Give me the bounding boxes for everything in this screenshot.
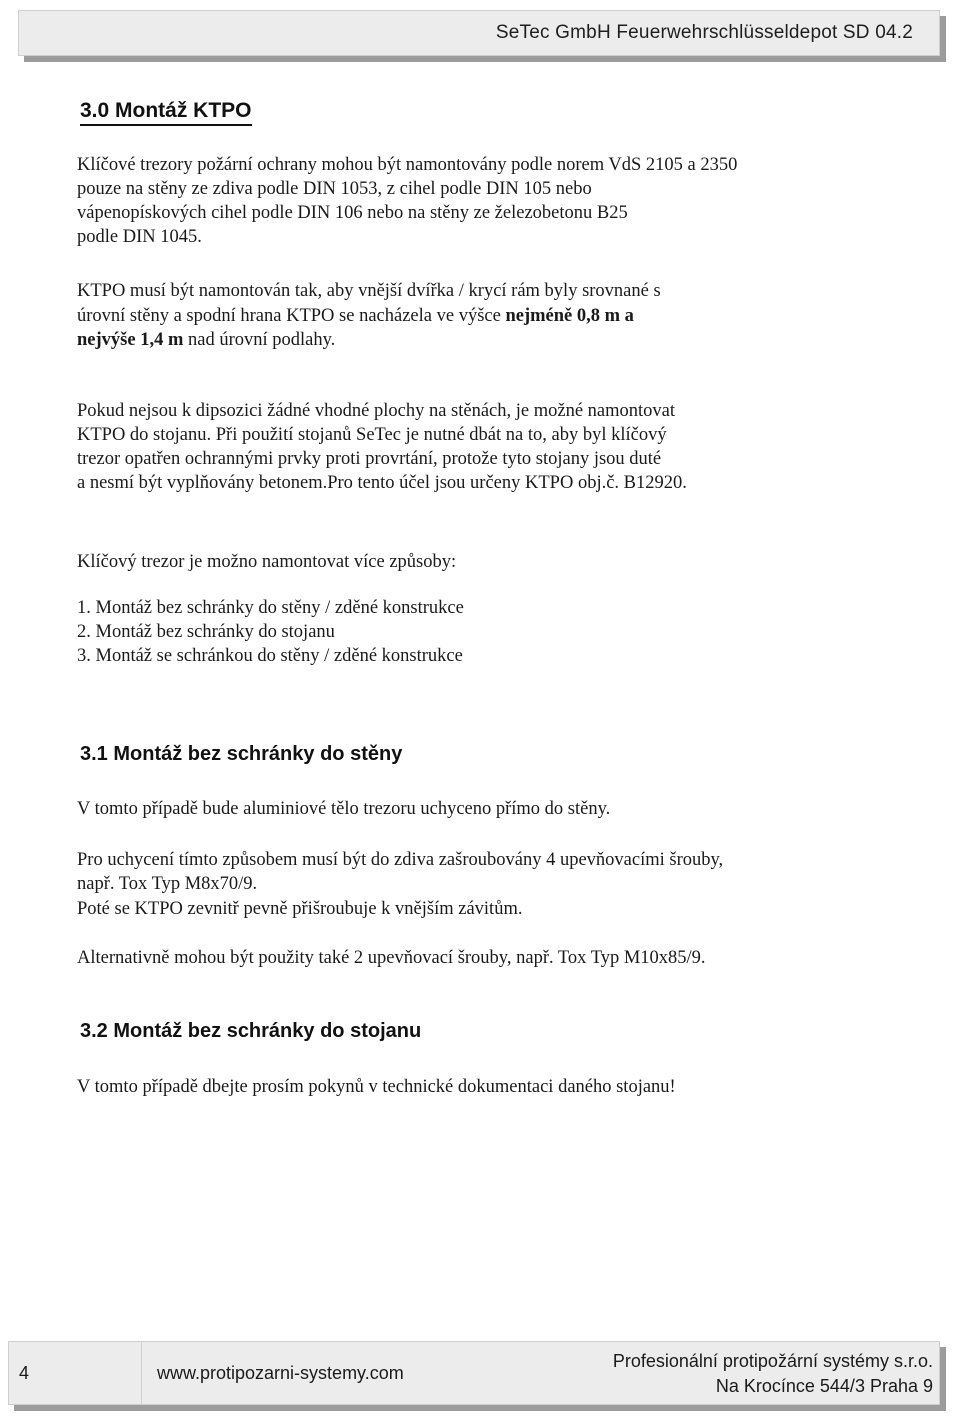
header-banner <box>18 10 940 56</box>
footer-banner <box>8 1341 940 1405</box>
list-item: 1. Montáž bez schránky do stěny / zděné konstrukce <box>77 598 464 618</box>
page-number: 4 <box>19 1363 30 1383</box>
heading-underline <box>80 124 252 126</box>
list-item: 3. Montáž se schránkou do stěny / zděné konstrukce <box>77 646 463 666</box>
paragraph-line: Alternativně mohou být použity také 2 upevňovací šrouby, např. Tox Typ M10x85/9. <box>77 948 706 968</box>
document-title: SeTec GmbH Feuerwehrschlüsseldepot SD 04.2 <box>495 22 913 43</box>
paragraph-line: a nesmí být vyplňovány betonem.Pro tento účel jsou určeny KTPO obj.č. B12920. <box>77 473 687 493</box>
paragraph-line <box>77 304 634 328</box>
paragraph-line: Poté se KTPO zevnitř pevně přišroubuje k vnějším závitům. <box>77 899 523 919</box>
section-heading-3-1: 3.1 Montáž bez schránky do stěny <box>80 743 403 765</box>
paragraph-line: Pokud nejsou k dipsozici žádné vhodné plochy na stěnách, je možné namontovat <box>77 401 676 421</box>
paragraph-line: V tomto případě dbejte prosím pokynů v technické dokumentaci daného stojanu! <box>77 1077 676 1097</box>
company-address: Na Krocínce 544/3 Praha 9 <box>715 1376 933 1396</box>
paragraph-line: pouze na stěny ze zdiva podle DIN 1053, z cihel podle DIN 105 nebo <box>77 179 592 199</box>
paragraph-line: např. Tox Typ M8x70/9. <box>77 874 258 894</box>
list-item: 2. Montáž bez schránky do stojanu <box>77 622 335 642</box>
paragraph-line: trezor opatřen ochrannými prvky proti provrtání, protože tyto stojany jsou duté <box>77 449 662 469</box>
section-heading-3-0: 3.0 Montáž KTPO <box>80 99 252 122</box>
paragraph-line: Klíčové trezory požární ochrany mohou být namontovány podle norem VdS 2105 a 2350 <box>77 155 738 175</box>
website-url: www.protipozarni-systemy.com <box>157 1363 404 1383</box>
page-number-box <box>9 1342 142 1404</box>
paragraph-line: KTPO musí být namontován tak, aby vnější dvířka / krycí rám byly srovnané s <box>77 281 661 301</box>
paragraph-line: V tomto případě bude aluminiové tělo trezoru uchyceno přímo do stěny. <box>77 799 611 819</box>
emphasis-max-height: nejvýše 1,4 m <box>77 330 184 350</box>
paragraph-line <box>77 328 335 352</box>
emphasis-min-height: nejméně 0,8 m a <box>505 306 634 326</box>
list-intro: Klíčový trezor je možno namontovat více způsoby: <box>77 552 457 572</box>
text-run: nad úrovní podlahy. <box>183 330 336 350</box>
company-name: Profesionální protipožární systémy s.r.o. <box>612 1351 933 1371</box>
paragraph-line: KTPO do stojanu. Při použití stojanů SeTec je nutné dbát na to, aby byl klíčový <box>77 425 667 445</box>
section-heading-3-2: 3.2 Montáž bez schránky do stojanu <box>80 1020 422 1042</box>
paragraph-line: vápenopískových cihel podle DIN 106 nebo na stěny ze železobetonu B25 <box>77 203 628 223</box>
text-run: úrovní stěny a spodní hrana KTPO se nacházela ve výšce <box>77 306 506 326</box>
paragraph-line: podle DIN 1045. <box>77 227 202 247</box>
paragraph-line: Pro uchycení tímto způsobem musí být do zdiva zašroubovány 4 upevňovacími šrouby, <box>77 850 724 870</box>
